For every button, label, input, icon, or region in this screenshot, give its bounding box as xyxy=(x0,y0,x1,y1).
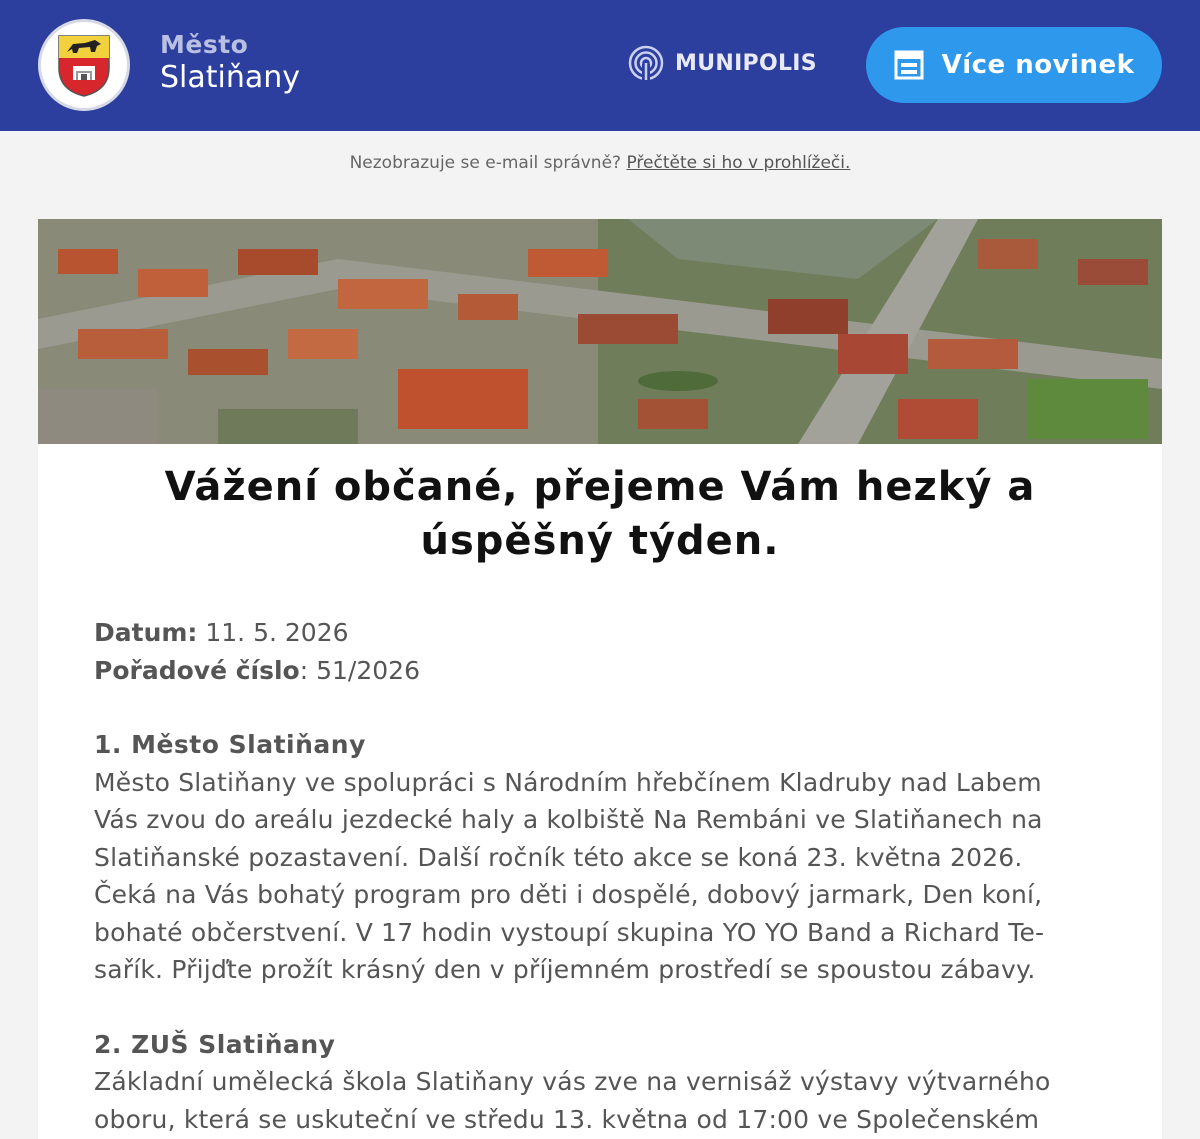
newsletter-card xyxy=(38,219,1162,1139)
issue-number-label: Pořadové číslo xyxy=(94,655,300,685)
more-news-button[interactable] xyxy=(866,27,1162,103)
header-bar xyxy=(0,0,1200,131)
notice-text: Nezobrazuje se e-mail správně? xyxy=(349,153,622,173)
paragraph-line: sařík. Přijďte prožít krásný den v příjemném prostředí se spoustou zábavy. xyxy=(94,955,1036,984)
paragraph-line: Slatiňanské pozastavení. Další ročník této akce se koná 23. května 2026. xyxy=(94,842,1023,872)
town-aerial-photo xyxy=(38,219,1162,444)
more-news-label: Více novinek xyxy=(941,50,1135,80)
paragraph-line: Čeká na Vás bohatý program pro děti i dospělé, dobový jarmark, Den koní, xyxy=(94,880,1043,909)
section-paragraph xyxy=(94,764,1106,989)
date-row xyxy=(94,614,1106,652)
town-logo[interactable] xyxy=(38,19,130,111)
news-icon xyxy=(894,50,924,80)
coat-of-arms-icon xyxy=(55,32,113,98)
provider-logo[interactable] xyxy=(627,44,817,82)
section-heading: 1. Město Slatiňany xyxy=(94,730,366,759)
paragraph-line: oboru, která se uskuteční ve středu 13. května od 17:00 ve Společenském xyxy=(94,1104,1040,1134)
town-name-line1: Město xyxy=(160,30,249,59)
issue-number-value: : 51/2026 xyxy=(299,655,420,685)
broadcast-icon xyxy=(627,44,665,82)
paragraph-line: Základní umělecká škola Slatiňany vás zve na vernisáž výstavy výtvarného xyxy=(94,1067,1051,1096)
section-paragraph xyxy=(94,1063,1106,1138)
provider-name: MUNIPOLIS xyxy=(675,50,817,76)
paragraph-line: Vás zvou do areálu jezdecké haly a kolbiště Na Rembáni ve Slatiňanech na xyxy=(94,805,1043,834)
date-label: Datum: xyxy=(94,618,198,647)
page-title: Vážení občané, přejeme Vám hezký a úspěšný týden. xyxy=(164,464,1036,564)
paragraph-line: bohaté občerstvení. V 17 hodin vystoupí skupina YO YO Band a Richard Te- xyxy=(94,917,1045,947)
view-in-browser-link[interactable]: Přečtěte si ho v prohlížeči. xyxy=(626,153,851,173)
article-body xyxy=(38,614,1162,1138)
town-name-line2: Slatiňany xyxy=(160,60,301,95)
issue-number-row xyxy=(94,652,1106,690)
paragraph-line: Město Slatiňany ve spolupráci s Národním hřebčínem Kladruby nad Labem xyxy=(94,767,1042,797)
date-value: 11. 5. 2026 xyxy=(205,618,349,647)
town-name[interactable] xyxy=(160,30,300,96)
email-display-notice xyxy=(0,131,1200,197)
section-heading: 2. ZUŠ Slatiňany xyxy=(94,1029,336,1059)
